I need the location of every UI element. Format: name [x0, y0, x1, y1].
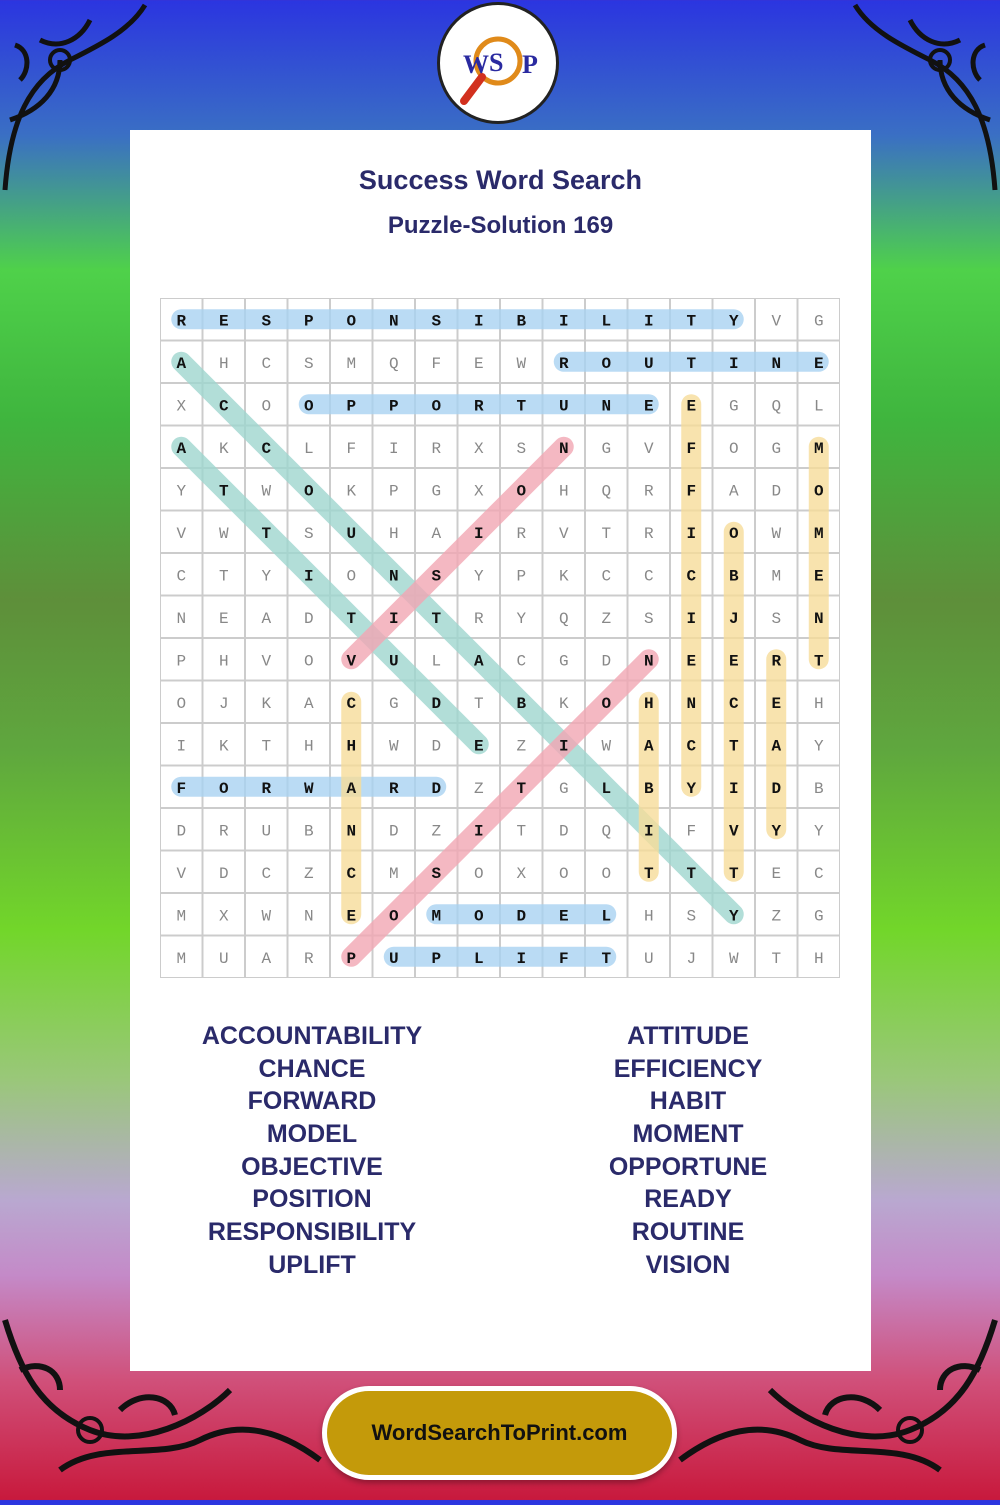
grid-letter: C [346, 864, 357, 883]
grid-letter: B [516, 312, 527, 331]
grid-letter: D [516, 907, 527, 926]
grid-letter: O [813, 482, 824, 501]
grid-letter: O [601, 864, 612, 883]
grid-letter: A [473, 652, 484, 671]
grid-letter: K [218, 737, 229, 756]
grid-letter: S [261, 312, 272, 331]
grid-letter: I [728, 779, 739, 798]
grid-letter: S [771, 609, 782, 628]
grid-letter: R [558, 354, 569, 373]
grid-letter: H [388, 524, 399, 543]
grid-letter: S [516, 439, 527, 458]
grid-letter: B [813, 779, 824, 798]
grid-letter: O [558, 864, 569, 883]
grid-letter: W [516, 354, 527, 373]
word-list-item: POSITION [252, 1185, 372, 1214]
grid-letter: U [346, 524, 357, 543]
grid-letter: N [346, 822, 357, 841]
grid-letter: R [473, 609, 484, 628]
grid-letter: O [473, 907, 484, 926]
word-list-right [538, 1020, 838, 1282]
grid-letter: N [771, 354, 782, 373]
word-list-item: READY [644, 1185, 732, 1214]
grid-letter: U [643, 354, 654, 373]
grid-letter: L [473, 949, 484, 968]
grid-letter: W [218, 524, 229, 543]
grid-letter: T [218, 567, 229, 586]
grid-letter: G [431, 482, 442, 501]
logo-letter-s: S [489, 48, 504, 77]
grid-letter: X [176, 397, 187, 416]
grid-letter: M [176, 907, 187, 926]
grid-letter: L [601, 907, 612, 926]
grid-letter: E [558, 907, 569, 926]
grid-letter: O [728, 524, 739, 543]
grid-letter: Y [728, 907, 739, 926]
grid-letter: A [431, 524, 442, 543]
word-list-item: VISION [645, 1250, 731, 1279]
grid-letter: D [303, 609, 314, 628]
grid-letter: H [346, 737, 357, 756]
logo-letter-w: W [463, 50, 489, 79]
grid-letter: N [813, 609, 824, 628]
grid-letter: B [303, 822, 314, 841]
grid-letter: W [601, 737, 612, 756]
grid-letter: D [601, 652, 612, 671]
grid-letter: K [346, 482, 357, 501]
grid-letter: F [686, 822, 697, 841]
grid-letter: A [643, 737, 654, 756]
grid-letter: R [388, 779, 399, 798]
grid-letter: X [473, 439, 484, 458]
grid-letter: Q [601, 482, 612, 501]
grid-letter: U [643, 949, 654, 968]
word-list-item: HABIT [649, 1087, 727, 1116]
grid-letter: A [728, 482, 739, 501]
grid-letter: T [218, 482, 229, 501]
grid-letter: P [303, 312, 314, 331]
grid-letter: R [643, 524, 654, 543]
grid-letter: H [303, 737, 314, 756]
grid-letter: O [303, 482, 314, 501]
grid-letter: I [686, 609, 697, 628]
grid-letter: Q [771, 397, 782, 416]
grid-letter: C [261, 354, 272, 373]
grid-letter: O [303, 397, 314, 416]
grid-letter: Z [516, 737, 527, 756]
grid-letter: I [473, 822, 484, 841]
word-list-left [162, 1020, 462, 1282]
grid-letter: C [728, 694, 739, 713]
grid-letter: V [558, 524, 569, 543]
grid-letter: A [176, 439, 187, 458]
grid-letter: S [431, 567, 442, 586]
grid-letter: H [643, 907, 654, 926]
page-title: Success Word Search [358, 165, 643, 195]
grid-letter: Q [388, 354, 399, 373]
puzzle-card [130, 130, 871, 1371]
grid-letter: E [771, 694, 782, 713]
grid-letter: T [473, 694, 484, 713]
grid-letter: H [558, 482, 569, 501]
grid-letter: I [643, 822, 654, 841]
grid-letter: F [686, 482, 697, 501]
grid-letter: T [728, 864, 739, 883]
grid-letter: G [558, 652, 569, 671]
grid-letter: E [728, 652, 739, 671]
grid-letter: X [218, 907, 229, 926]
grid-letter: O [346, 312, 357, 331]
grid-letter: W [728, 949, 739, 968]
site-logo[interactable] [437, 2, 559, 124]
word-list-item: MODEL [266, 1120, 358, 1149]
grid-letter: X [516, 864, 527, 883]
grid-letter: P [516, 567, 527, 586]
grid-letter: D [431, 737, 442, 756]
grid-letter: V [261, 652, 272, 671]
grid-letter: F [558, 949, 569, 968]
grid-letter: V [771, 312, 782, 331]
grid-letter: L [813, 397, 824, 416]
grid-letter: N [176, 609, 187, 628]
grid-letter: Q [558, 609, 569, 628]
grid-letter: E [771, 864, 782, 883]
grid-letter: N [558, 439, 569, 458]
grid-letter: U [388, 652, 399, 671]
grid-letter: G [813, 312, 824, 331]
grid-letter: C [516, 652, 527, 671]
grid-letter: R [771, 652, 782, 671]
grid-letter: K [218, 439, 229, 458]
grid-letter: T [601, 524, 612, 543]
grid-letter: E [473, 354, 484, 373]
grid-letter: A [346, 779, 357, 798]
grid-letter: O [261, 397, 272, 416]
grid-letter: N [388, 312, 399, 331]
grid-letter: T [686, 864, 697, 883]
grid-letter: L [601, 312, 612, 331]
grid-letter: O [303, 652, 314, 671]
grid-letter: P [431, 949, 442, 968]
grid-letter: F [431, 354, 442, 373]
grid-letter: V [346, 652, 357, 671]
grid-letter: X [473, 482, 484, 501]
grid-letter: T [346, 609, 357, 628]
grid-letter: C [261, 439, 272, 458]
grid-letter: G [388, 694, 399, 713]
grid-letter: D [218, 864, 229, 883]
word-list-item: RESPONSIBILITY [207, 1218, 417, 1247]
grid-letter: F [346, 439, 357, 458]
grid-letter: T [643, 864, 654, 883]
grid-letter: F [686, 439, 697, 458]
grid-letter: T [516, 397, 527, 416]
grid-letter: W [771, 524, 782, 543]
grid-letter: E [813, 354, 824, 373]
grid-letter: C [601, 567, 612, 586]
grid-letter: W [388, 737, 399, 756]
grid-letter: V [643, 439, 654, 458]
grid-letter: B [643, 779, 654, 798]
grid-letter: Z [601, 609, 612, 628]
grid-letter: Q [601, 822, 612, 841]
grid-letter: S [643, 609, 654, 628]
grid-letter: C [176, 567, 187, 586]
grid-letter: V [728, 822, 739, 841]
grid-letter: T [431, 609, 442, 628]
grid-letter: H [218, 652, 229, 671]
grid-letter: O [388, 907, 399, 926]
grid-letter: E [473, 737, 484, 756]
grid-letter: D [771, 482, 782, 501]
word-list-item: MOMENT [632, 1120, 744, 1149]
grid-letter: M [813, 439, 824, 458]
grid-letter: Z [303, 864, 314, 883]
word-list-item: ROUTINE [631, 1218, 745, 1247]
grid-letter: U [558, 397, 569, 416]
ornament-top-right [850, 0, 1000, 200]
grid-letter: P [346, 397, 357, 416]
grid-letter: T [728, 737, 739, 756]
grid-letter: S [686, 907, 697, 926]
grid-letter: P [388, 397, 399, 416]
grid-letter: Y [686, 779, 697, 798]
grid-letter: G [813, 907, 824, 926]
grid-letter: R [218, 822, 229, 841]
grid-letter: R [643, 482, 654, 501]
grid-letter: I [388, 609, 399, 628]
grid-letter: E [643, 397, 654, 416]
grid-letter: A [176, 354, 187, 373]
grid-letter: P [176, 652, 187, 671]
grid-letter: R [303, 949, 314, 968]
grid-letter: C [261, 864, 272, 883]
grid-letter: T [601, 949, 612, 968]
grid-letter: D [558, 822, 569, 841]
page-subtitle: Puzzle-Solution 169 [387, 212, 614, 239]
grid-letter: N [303, 907, 314, 926]
grid-letter: R [176, 312, 187, 331]
grid-letter: E [686, 652, 697, 671]
grid-letter: I [728, 354, 739, 373]
grid-letter: T [813, 652, 824, 671]
grid-letter: Y [813, 737, 824, 756]
grid-letter: U [388, 949, 399, 968]
grid-letter: H [218, 354, 229, 373]
grid-letter: L [601, 779, 612, 798]
grid-letter: Y [473, 567, 484, 586]
grid-letter: S [431, 312, 442, 331]
word-list-item: CHANCE [258, 1054, 366, 1083]
grid-letter: I [643, 312, 654, 331]
grid-letter: D [388, 822, 399, 841]
grid-letter: R [261, 779, 272, 798]
grid-letter: M [771, 567, 782, 586]
word-list-item: EFFICIENCY [613, 1054, 763, 1083]
grid-letter: Y [176, 482, 187, 501]
grid-letter: R [516, 524, 527, 543]
grid-letter: U [218, 949, 229, 968]
grid-letter: I [388, 439, 399, 458]
grid-letter: I [473, 312, 484, 331]
grid-letter: S [303, 354, 314, 373]
grid-letter: N [388, 567, 399, 586]
grid-letter: N [686, 694, 697, 713]
grid-letter: O [346, 567, 357, 586]
grid-letter: M [813, 524, 824, 543]
grid-letter: K [261, 694, 272, 713]
grid-letter: B [516, 694, 527, 713]
grid-letter: W [261, 482, 272, 501]
word-list-item: UPLIFT [268, 1250, 356, 1279]
grid-letter: O [601, 694, 612, 713]
grid-letter: E [218, 609, 229, 628]
grid-letter: N [643, 652, 654, 671]
grid-letter: U [261, 822, 272, 841]
grid-letter: C [686, 567, 697, 586]
word-search-grid[interactable] [160, 298, 840, 978]
grid-letter: D [431, 694, 442, 713]
grid-letter: P [388, 482, 399, 501]
grid-letter: K [558, 567, 569, 586]
grid-letter: G [728, 397, 739, 416]
grid-letter: V [176, 864, 187, 883]
grid-letter: T [516, 779, 527, 798]
grid-letter: A [303, 694, 314, 713]
grid-letter: W [261, 907, 272, 926]
grid-letter: O [176, 694, 187, 713]
grid-letter: I [516, 949, 527, 968]
grid-letter: H [813, 949, 824, 968]
grid-letter: C [813, 864, 824, 883]
grid-letter: I [176, 737, 187, 756]
grid-letter: E [686, 397, 697, 416]
grid-letter: L [431, 652, 442, 671]
grid-letter: E [218, 312, 229, 331]
grid-letter: B [728, 567, 739, 586]
grid-letter: T [261, 737, 272, 756]
site-url-button[interactable]: WordSearchToPrint.com [322, 1386, 677, 1480]
grid-letter: D [771, 779, 782, 798]
grid-letter: M [346, 354, 357, 373]
grid-letter: O [516, 482, 527, 501]
grid-letter: D [431, 779, 442, 798]
grid-letter: S [303, 524, 314, 543]
word-list-item: ACCOUNTABILITY [201, 1022, 423, 1050]
grid-letter: G [558, 779, 569, 798]
grid-letter: G [771, 439, 782, 458]
grid-letter: Y [261, 567, 272, 586]
grid-letter: T [771, 949, 782, 968]
grid-letter: I [473, 524, 484, 543]
grid-letter: C [643, 567, 654, 586]
grid-canvas [160, 298, 840, 978]
grid-letter: M [431, 907, 442, 926]
grid-letter: T [686, 312, 697, 331]
grid-letter: F [176, 779, 187, 798]
grid-letter: O [728, 439, 739, 458]
grid-letter: A [771, 737, 782, 756]
word-list-item: OBJECTIVE [241, 1152, 383, 1181]
grid-letter: O [473, 864, 484, 883]
grid-letter: Z [473, 779, 484, 798]
grid-letter: I [558, 737, 569, 756]
grid-letter: H [643, 694, 654, 713]
grid-letter: G [601, 439, 612, 458]
grid-letter: N [601, 397, 612, 416]
grid-letter: C [346, 694, 357, 713]
word-list-item: FORWARD [247, 1087, 377, 1116]
grid-letter: O [431, 397, 442, 416]
grid-letter: W [303, 779, 314, 798]
word-list-item: ATTITUDE [627, 1022, 749, 1050]
grid-letter: C [686, 737, 697, 756]
grid-letter: A [261, 609, 272, 628]
grid-letter: J [686, 949, 697, 968]
grid-letter: I [303, 567, 314, 586]
grid-letter: C [218, 397, 229, 416]
grid-letter: Y [728, 312, 739, 331]
magnifier-icon [440, 5, 556, 121]
ornament-top-left [0, 0, 150, 200]
grid-letter: T [261, 524, 272, 543]
grid-letter: M [388, 864, 399, 883]
grid-letter: H [813, 694, 824, 713]
grid-letter: K [558, 694, 569, 713]
grid-letter: S [431, 864, 442, 883]
grid-letter: A [261, 949, 272, 968]
grid-letter: L [303, 439, 314, 458]
grid-letter: Y [813, 822, 824, 841]
grid-letter: R [431, 439, 442, 458]
logo-letter-p: P [522, 50, 538, 79]
grid-letter: J [728, 609, 739, 628]
word-list-item: OPPORTUNE [608, 1152, 768, 1181]
grid-letter: T [686, 354, 697, 373]
grid-letter: Y [516, 609, 527, 628]
grid-letter: Z [431, 822, 442, 841]
grid-letter: I [686, 524, 697, 543]
grid-letter: R [473, 397, 484, 416]
grid-letter: V [176, 524, 187, 543]
grid-letter: Y [771, 822, 782, 841]
grid-letter: E [346, 907, 357, 926]
grid-letter: Z [771, 907, 782, 926]
grid-letter: I [558, 312, 569, 331]
grid-letter: O [218, 779, 229, 798]
grid-letter: P [346, 949, 357, 968]
grid-letter: D [176, 822, 187, 841]
grid-letter: T [516, 822, 527, 841]
grid-letter: J [218, 694, 229, 713]
grid-letter: M [176, 949, 187, 968]
grid-letter: O [601, 354, 612, 373]
grid-letter: E [813, 567, 824, 586]
